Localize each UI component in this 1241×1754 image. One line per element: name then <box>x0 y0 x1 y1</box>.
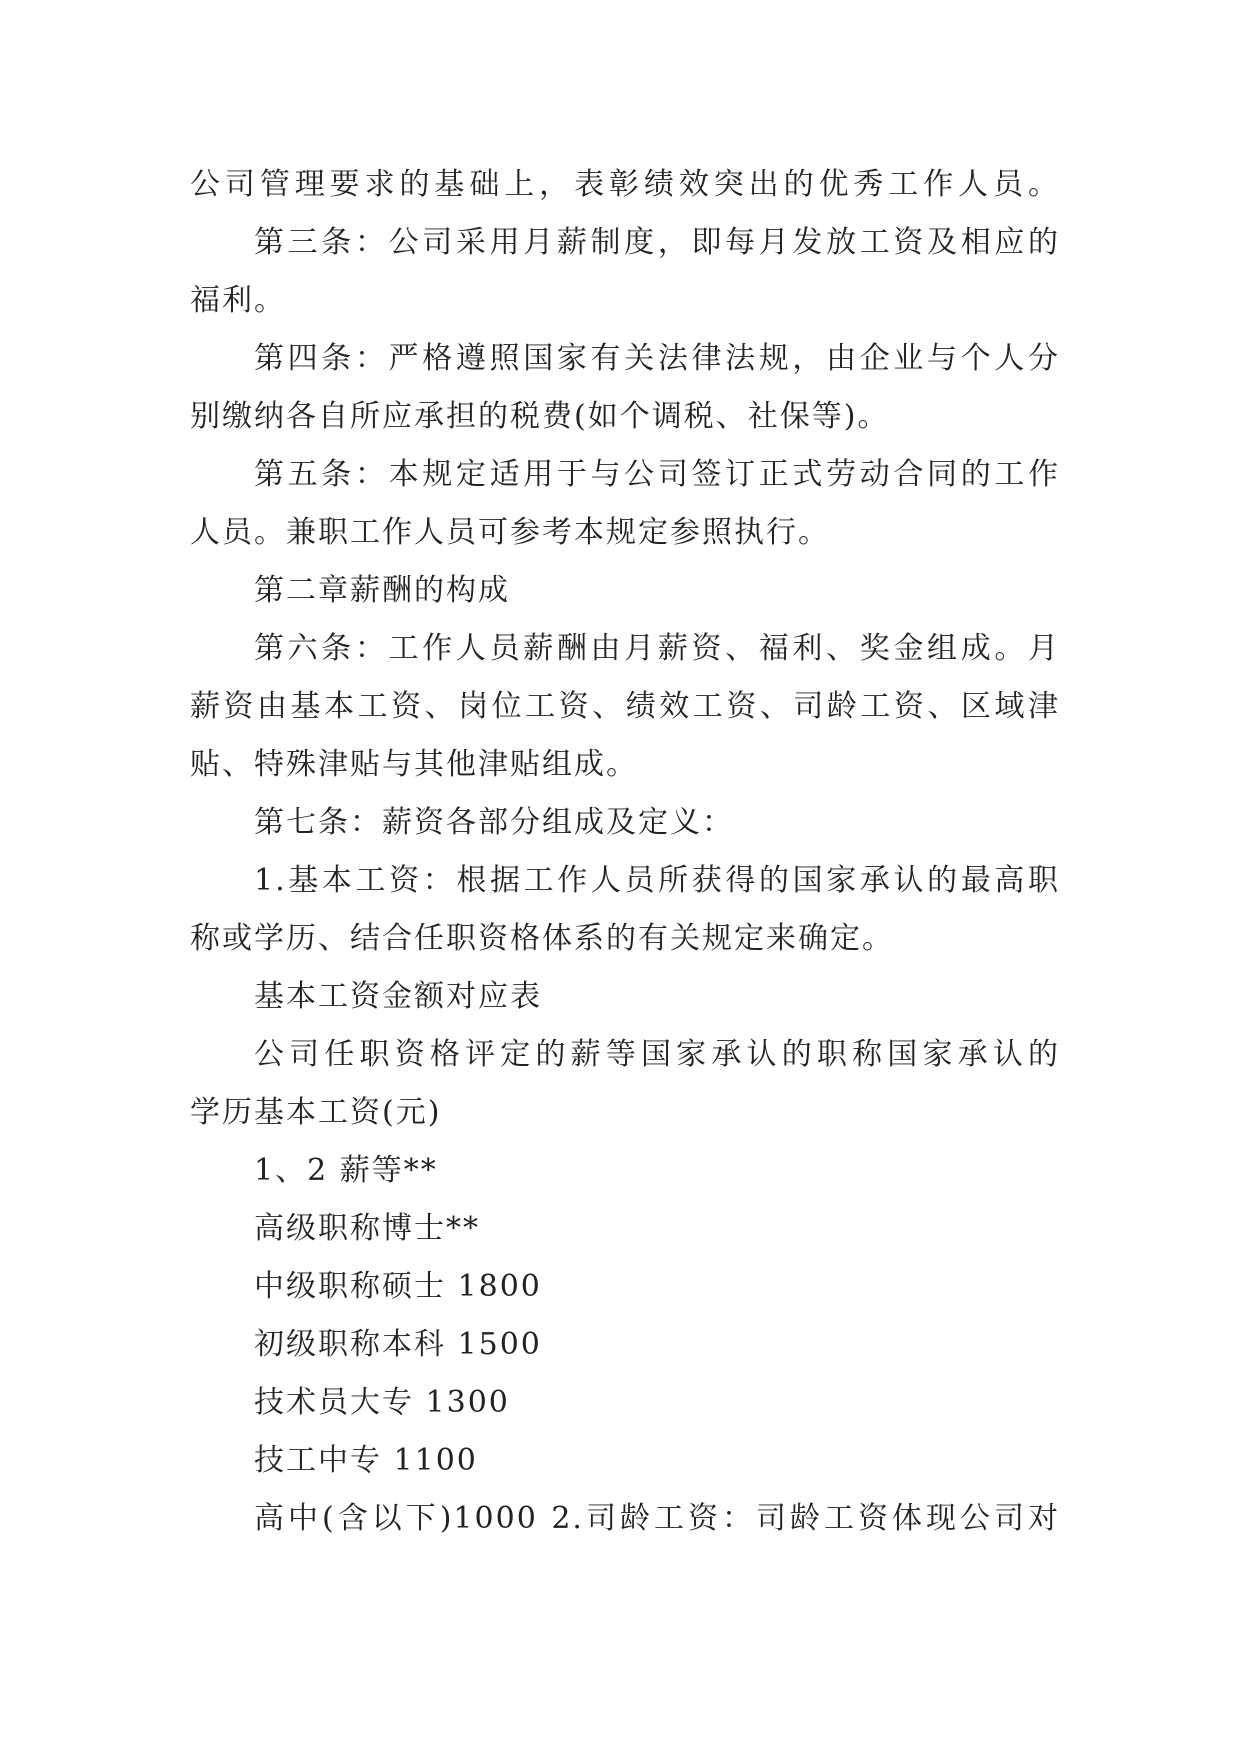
salary-table-row-last: 高中(含以下)1000 2.司龄工资：司龄工资体现公司对 <box>254 1501 1060 1536</box>
document-body <box>190 156 1060 1548</box>
basic-salary-line-2: 称或学历、结合任职资格体系的有关规定来确定。 <box>190 921 894 956</box>
salary-table-row: 技术员大专 1300 <box>254 1385 510 1420</box>
article-5-line-1: 第五条：本规定适用于与公司签订正式劳动合同的工作 <box>254 457 1060 492</box>
article-5-line-2: 人员。兼职工作人员可参考本规定参照执行。 <box>190 515 830 550</box>
chapter-2-heading: 第二章薪酬的构成 <box>254 573 510 608</box>
article-6-line-1: 第六条：工作人员薪酬由月薪资、福利、奖金组成。月 <box>254 631 1060 666</box>
salary-table-row: 技工中专 1100 <box>254 1443 478 1478</box>
article-4-line-2: 别缴纳各自所应承担的税费(如个调税、社保等)。 <box>190 399 890 434</box>
salary-table-row: 中级职称硕士 1800 <box>254 1269 542 1304</box>
paragraph-line: 公司管理要求的基础上，表彰绩效突出的优秀工作人员。 <box>190 167 1060 202</box>
salary-table-row: 高级职称博士** <box>254 1211 480 1246</box>
article-7-heading: 第七条：薪资各部分组成及定义： <box>254 805 734 840</box>
salary-table-header-line-2: 学历基本工资(元) <box>190 1095 442 1130</box>
salary-table-row: 1、2 薪等** <box>254 1153 438 1188</box>
salary-table-title: 基本工资金额对应表 <box>254 979 542 1014</box>
article-4-line-1: 第四条：严格遵照国家有关法律法规，由企业与个人分 <box>254 341 1060 376</box>
article-6-line-3: 贴、特殊津贴与其他津贴组成。 <box>190 747 638 782</box>
salary-table-header-line-1: 公司任职资格评定的薪等国家承认的职称国家承认的 <box>254 1037 1060 1072</box>
article-3-line-1: 第三条：公司采用月薪制度，即每月发放工资及相应的 <box>254 225 1060 260</box>
salary-table-row: 初级职称本科 1500 <box>254 1327 542 1362</box>
article-3-line-2: 福利。 <box>190 283 286 318</box>
article-6-line-2: 薪资由基本工资、岗位工资、绩效工资、司龄工资、区域津 <box>190 689 1060 724</box>
basic-salary-line-1: 1.基本工资：根据工作人员所获得的国家承认的最高职 <box>254 863 1060 898</box>
